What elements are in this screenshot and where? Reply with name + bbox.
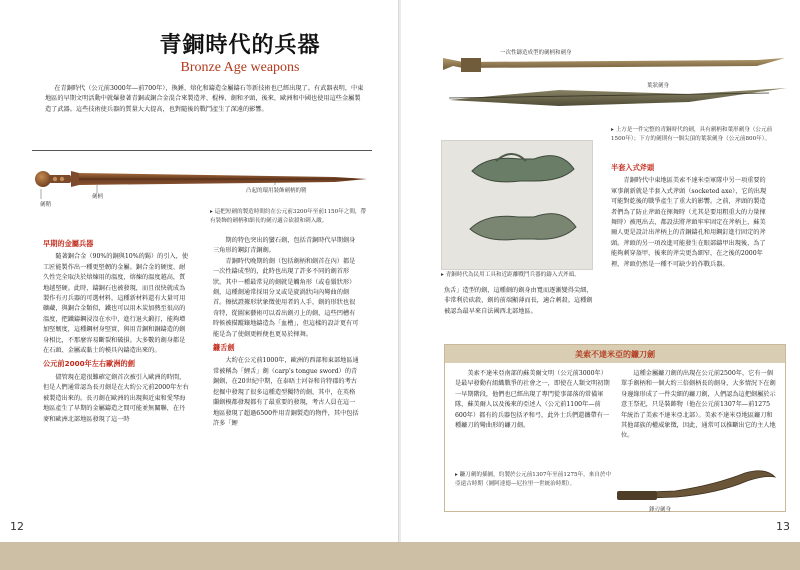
sickle-caption: ▸ 鐮刀劍的插圖，約製於公元前1307年至前1275年，來自於中亞遠古時期（圖阿達德—尼拉里一世統治時期）。 — [455, 472, 612, 487]
label-hilt-blade-cast: 一次性鑄造成型的劍柄和劍身 — [500, 50, 572, 56]
paragraph: 美索不達米亞南部的蘇美爾文明（公元前3000年）是最早發動有組織戰爭的社會之一，即使在人類文明初期一早期階段，他們也已經出現了專門從事部落的常備軍隊，蘇美爾人以及後來的亞述人（公元前1100年—前600年）都有的兵器包括矛和弓，此外士兵們還攜帶有一種鐮刀的彎曲形的鐮刀劍。 — [455, 370, 610, 430]
label-sickle-blade: 鋒刃劍身 — [649, 507, 672, 513]
paragraph: 魚舌」造型的劍，這種劍的劍身由寬而逐漸變得尖細，非常利於砍殺，劍的前端顯薄而長，適合刺殺。這種劍被認為最早來自法國西北部地區。 — [444, 287, 593, 315]
right-column — [213, 236, 361, 429]
label-leaf-blade: 葉狀劍身 — [647, 83, 670, 89]
paragraph: 期的特色突出的蠻石劍，包括青銅時代早期劍身三角形的鋼釘青銅劍。 — [213, 237, 356, 255]
bronze-swords-image — [439, 42, 789, 118]
heading-carps-tongue-sword: 鐮舌劍 — [213, 343, 235, 353]
paragraph: 隨著銅合金（90%的銅與10%的錫）的引入，使工匠能製作出一種更堅韌的金屬。銅合金的硬度、耐久性完全取決於熔煉用的溫度，熔煉的溫度越高，質地越堅硬。此時，鑄銅石也被發現，而且很快就成為製作有刃兵器的可選材料，這種新材料還有大量可用礦藏，與銅合金類似，鐵也可以用木炭加熱至很高的溫度，把鐵鑄鋼浸沒在水中，進行退火鍛打，能夠增加堅韌度，這種鋼材身堅實，與用青銅和銅鑄造的劍身相比，不那麼容易斷裂和破損。大多數的劍身都是在石頭、金屬或黏土的模具內鑄造出來的。 — [43, 253, 189, 355]
page-number-left: 12 — [10, 520, 24, 533]
left-page — [0, 0, 399, 570]
heading-european-swords: 公元前2000年左右歐洲的劍 — [43, 359, 135, 369]
swords-caption: ▸ 上方是一件完整的青銅時代的劍，具有劍柄和葉形劍身（公元前1500年）；下方的劍則有一個尖頂的葉狀劍身（公元前800年）。 — [611, 127, 773, 142]
box-title: 美索不達米亞的鐮刀劍 — [575, 350, 655, 359]
label-scabbard: 劍鞘 — [40, 202, 52, 208]
paragraph: 青銅時代中東地區美索不達米亞軍隊中另一項重要的軍事創新就是半套入式斧頭（socketed axe），它的出現可能對乾後的戰爭產生了重大的影響。之前，斧頭的製造者們為了防止斧頭在揮舞時（尤其是要用粗重大的力量揮舞時）被甩出去，都設法將斧頭牢牢固定在斧柄上，蘇美爾人更是設計出斧柄上的青銅鑄孔和用鋼釘進行固定的斧頭。斧頭的另一項改進可能發生在眼部鑄甲出現後，為了能夠刺穿盔甲，後來的斧尖更為細窄，在之後的2000年裡，斧頭仍然是一種不可缺少的作戰兵器。 — [611, 177, 767, 268]
page-subtitle: Bronze Age weapons — [180, 60, 300, 75]
axe-heads-image — [442, 141, 592, 269]
sickle-sword-image — [615, 463, 779, 505]
heading-early-metal-weapons: 早期的金屬兵器 — [43, 239, 94, 248]
socketed-axe-section — [611, 160, 771, 270]
sickle-sword-box — [444, 344, 786, 512]
page-footer-band — [0, 542, 800, 570]
paragraph: 儘管現在還很難確定劍首次被引入歐洲的時間，但是人們通常認為長刃劍是在大約公元前2000年左右被製造出來的。長刃劍在歐洲的出現與近東和愛琴海地區產生了早期的金屬鑄造之間可能並無關聯，在丹麥和歐洲北部地區發現了這一時 — [43, 373, 189, 423]
heading-socketed-axe: 半套入式斧頭 — [611, 163, 655, 172]
sword-caption: ▸ 這把短劍的製造時間約在公元前3200年至前1150年之間，帶有裝飾的劍柄和細長的劍刃適合砍殺和刺入敵。 — [210, 209, 367, 224]
axes-caption: ▸ 青銅時代為民用工具和近距離戰鬥兵器的鑄入式斧頭。 — [441, 272, 580, 278]
page-title: 青銅時代的兵器 — [159, 32, 321, 58]
label-pommel: 凸起的環用裝飾劍柄的鞘 — [246, 188, 307, 194]
right-page — [401, 0, 800, 570]
page-number-right: 13 — [776, 520, 790, 533]
intro-paragraph: 在青銅時代（公元前3000年—前700年），換錘、熔化和鑄造金屬鑄石等新技術也已經出現了。有武器表明，中東地區的早期文明活動中就爆發著青銅或銅合金混合來製造斧、棍棒、劍和矛頭，後來，歐洲和中國也使用這些金屬製造了武器。這些技術使兵器的質量大大提高，也對隨後的戰鬥產生了深遠的影響。 — [45, 85, 364, 113]
socketed-axes-photo — [441, 140, 593, 270]
paragraph: 這種金屬鐮刀劍的出現在公元前2500年，它有一個單手劍柄和一個大約三倍劍柄長的劍身，大多情況下在劍身邊緣形成了一件尖細的鐮刀劍，人們認為這把劍屬於示意王祭祀，只是裝飾物（他在公元前1307年—前1275年統治了美索不達米亞北部）。美索不達米亞地區鐮刀和其他部族的權威象徵，因此，通常可以推斷出它的主人地位。 — [621, 370, 776, 440]
left-column — [43, 236, 191, 425]
label-hilt: 劍柄 — [92, 194, 104, 200]
paragraph: 青銅時代晚期的劍（包括劍柄和劍首在內）都是一次性鑄成型的，此時也出現了許多不同的劍首形狀。其中一種最常見的劍就是觸角形（或卷鬚狀形）劍，這種劍通常採用分叉或是旋渦狀向內彎曲的劍首。擦拭證據形狀象徵使用者的人手，劍的形狀也很奇特，從圖案藝術可以看出劍刃上的劍，這些凹槽有時候被描蹤鑲地鑄造為「血槽」，但這樣的設計更有可能是為了使劍更輕便也更易於揮舞。 — [213, 257, 359, 338]
divider — [32, 150, 372, 151]
paragraph: 大約在公元前1000年，歐洲的西部和東部地區通常被稱為「鯉舌」劍（carp's tongue sword）的青銅劍，在20世紀中期，在泰晤士河谷和肯特郡的考古挖掘中發現了很多這種造型獨特的劍，其中，在英格蘭劍模都發現都有了最重要的發現，考古人員在這一地區發現了超過6500件用青銅製造的物件，其中包括許多「鯉 — [213, 357, 359, 427]
